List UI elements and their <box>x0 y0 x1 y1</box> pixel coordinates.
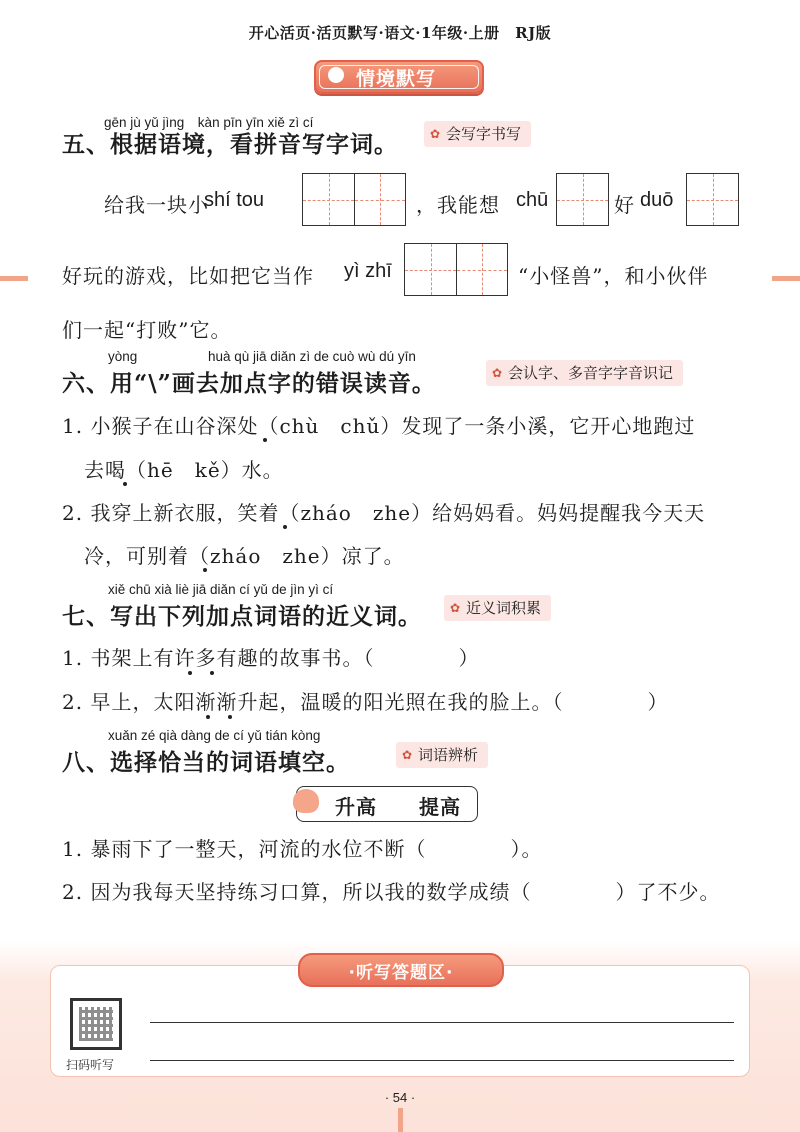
s5-answer-grid-duo[interactable] <box>686 173 739 226</box>
s8-q1: 1. 暴雨下了一整天，河流的水位不断（ ）。 <box>62 837 543 861</box>
s8-q2: 2. 因为我每天坚持练习口算，所以我的数学成绩（ ）了不少。 <box>62 880 721 904</box>
s5-line1-text-c: 好 <box>614 193 635 217</box>
qr-label: 扫码听写 <box>66 1058 115 1072</box>
page-number: · 54 · <box>384 1090 416 1105</box>
s6-q2-line1: 2. 我穿上新衣服，笑着（zháo zhe）给妈妈看。妈妈提醒我今天天 <box>62 501 706 525</box>
writing-cell[interactable] <box>456 244 507 295</box>
emphasis-dot <box>188 671 192 675</box>
bottom-edge-mark <box>398 1108 403 1132</box>
s5-answer-grid-yizhi[interactable] <box>404 243 508 296</box>
writing-cell[interactable] <box>354 174 405 225</box>
s7-q1: 1. 书架上有许多有趣的故事书。（ ） <box>62 646 480 670</box>
section6-tag: ✿ 会认字、多音字字音识记 <box>486 360 683 386</box>
emphasis-dot <box>203 568 207 572</box>
s5-answer-grid-shitou[interactable] <box>302 173 406 226</box>
section7-title: 七、写出下列加点词语的近义词。 <box>62 603 422 630</box>
s6-q2-line2: 冷，可别着（zháo zhe）凉了。 <box>84 544 405 568</box>
section5-pinyin: gēn jù yǔ jìng kàn pīn yīn xiě zì cí <box>104 115 314 130</box>
qr-code-icon[interactable] <box>70 998 122 1050</box>
s5-line2-text-b: “小怪兽”，和小伙伴 <box>518 264 709 288</box>
emphasis-dot <box>123 482 127 486</box>
section7-tag: ✿ 近义词积累 <box>444 595 551 621</box>
writing-cell[interactable] <box>405 244 456 295</box>
banner-label: 情境默写 <box>356 68 437 90</box>
emphasis-dot <box>263 438 267 442</box>
s5-line1-text-b: ，我能想 <box>416 193 500 217</box>
writing-cell[interactable] <box>687 174 738 225</box>
section6-pinyin-yong: yòng <box>108 349 138 364</box>
page-header-title: 开心活页·活页默写·语文·1年级·上册 RJ版 <box>248 24 552 42</box>
section8-title: 八、选择恰当的词语填空。 <box>62 749 350 776</box>
writing-cell[interactable] <box>557 174 608 225</box>
flower-icon <box>293 789 319 813</box>
heart-icon <box>328 67 344 83</box>
s6-q1-line2: 去喝（hē kě）水。 <box>84 458 284 482</box>
s5-line2-text-a: 好玩的游戏，比如把它当作 <box>62 264 314 288</box>
word-choices: 升高 提高 <box>335 795 461 819</box>
emphasis-dot <box>283 525 287 529</box>
left-edge-mark <box>0 276 28 281</box>
section7-pinyin: xiě chū xià liè jiā diǎn cí yǔ de jìn yì cí <box>108 582 334 597</box>
s5-pinyin-shitou: shí tou <box>204 189 265 211</box>
s7-q2: 2. 早上，太阳渐渐升起，温暖的阳光照在我的脸上。（ ） <box>62 690 669 714</box>
s5-line3-text: 们一起“打败”它。 <box>62 318 232 342</box>
right-edge-mark <box>772 276 800 281</box>
answer-area-banner <box>298 953 504 987</box>
emphasis-dot <box>228 715 232 719</box>
s5-pinyin-duo: duō <box>640 189 674 211</box>
word-choice-box <box>296 786 478 822</box>
section6-pinyin: huà qù jiā diǎn zì de cuò wù dú yīn <box>208 349 416 364</box>
s6-q1-line1: 1. 小猴子在山谷深处（chù chǔ）发现了一条小溪，它开心地跑过 <box>62 414 696 438</box>
answer-area-title: ·听写答题区· <box>348 963 454 983</box>
s5-pinyin-yizhi: yì zhī <box>344 260 392 282</box>
section8-pinyin: xuǎn zé qià dàng de cí yǔ tián kòng <box>108 728 321 743</box>
s5-line1-text-a: 给我一块小 <box>104 193 209 217</box>
dictation-line[interactable] <box>150 1060 734 1061</box>
section5-title: 五、根据语境，看拼音写字词。 <box>62 131 398 158</box>
writing-cell[interactable] <box>303 174 354 225</box>
s5-pinyin-chu: chū <box>516 189 549 211</box>
emphasis-dot <box>206 715 210 719</box>
emphasis-dot <box>210 671 214 675</box>
s5-answer-grid-chu[interactable] <box>556 173 609 226</box>
section-banner <box>314 60 484 94</box>
section5-tag: ✿ 会写字书写 <box>424 121 531 147</box>
section6-title: 六、用“\”画去加点字的错误读音。 <box>62 370 436 397</box>
section8-tag: ✿ 词语辨析 <box>396 742 488 768</box>
dictation-line[interactable] <box>150 1022 734 1023</box>
